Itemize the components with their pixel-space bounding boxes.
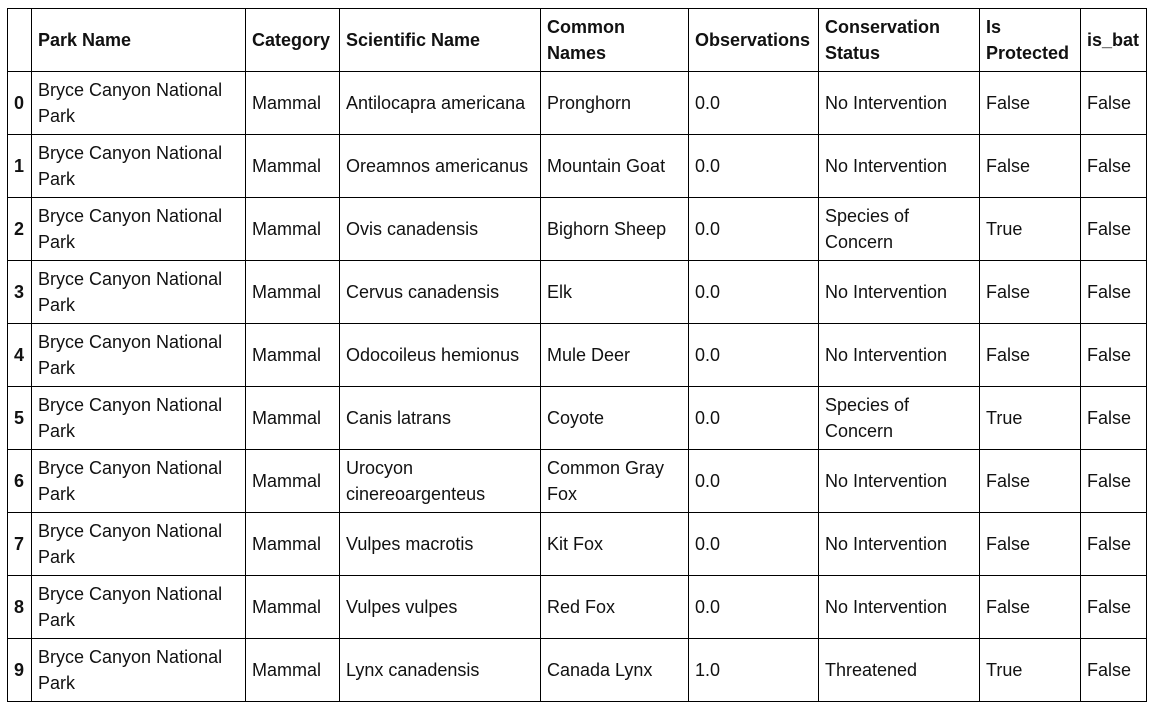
cell-park-name: Bryce Canyon National Park <box>32 513 246 576</box>
row-index: 3 <box>8 261 32 324</box>
cell-is-protected: False <box>980 324 1081 387</box>
cell-common-names: Canada Lynx <box>541 639 689 702</box>
cell-category: Mammal <box>246 324 340 387</box>
table-row <box>8 198 1147 261</box>
cell-is-bat: False <box>1081 387 1147 450</box>
row-index: 6 <box>8 450 32 513</box>
cell-scientific-name: Odocoileus hemionus <box>340 324 541 387</box>
column-header-scientific-name: Scientific Name <box>340 9 541 72</box>
cell-category: Mammal <box>246 72 340 135</box>
cell-common-names: Bighorn Sheep <box>541 198 689 261</box>
cell-is-protected: False <box>980 72 1081 135</box>
header-row <box>8 9 1147 72</box>
cell-is-bat: False <box>1081 261 1147 324</box>
cell-is-protected: False <box>980 450 1081 513</box>
cell-observations: 0.0 <box>689 576 819 639</box>
table-row <box>8 72 1147 135</box>
cell-park-name: Bryce Canyon National Park <box>32 639 246 702</box>
cell-scientific-name: Vulpes macrotis <box>340 513 541 576</box>
column-header-observations: Observations <box>689 9 819 72</box>
cell-conservation-status: No Intervention <box>819 72 980 135</box>
table-row <box>8 387 1147 450</box>
cell-conservation-status: Species of Concern <box>819 198 980 261</box>
cell-is-protected: False <box>980 261 1081 324</box>
cell-category: Mammal <box>246 450 340 513</box>
cell-park-name: Bryce Canyon National Park <box>32 135 246 198</box>
cell-is-bat: False <box>1081 324 1147 387</box>
cell-category: Mammal <box>246 576 340 639</box>
table-body <box>8 72 1147 702</box>
cell-common-names: Common Gray Fox <box>541 450 689 513</box>
cell-scientific-name: Urocyon cinereoargenteus <box>340 450 541 513</box>
cell-conservation-status: No Intervention <box>819 261 980 324</box>
cell-park-name: Bryce Canyon National Park <box>32 324 246 387</box>
cell-conservation-status: No Intervention <box>819 513 980 576</box>
cell-park-name: Bryce Canyon National Park <box>32 198 246 261</box>
row-index: 1 <box>8 135 32 198</box>
table-row <box>8 576 1147 639</box>
cell-common-names: Coyote <box>541 387 689 450</box>
column-header-conservation-status: Conservation Status <box>819 9 980 72</box>
cell-observations: 0.0 <box>689 261 819 324</box>
cell-is-protected: False <box>980 576 1081 639</box>
cell-observations: 0.0 <box>689 450 819 513</box>
cell-is-bat: False <box>1081 450 1147 513</box>
column-header-category: Category <box>246 9 340 72</box>
cell-is-bat: False <box>1081 72 1147 135</box>
cell-is-protected: True <box>980 639 1081 702</box>
cell-is-protected: False <box>980 135 1081 198</box>
cell-observations: 0.0 <box>689 72 819 135</box>
cell-observations: 0.0 <box>689 324 819 387</box>
table-row <box>8 639 1147 702</box>
cell-category: Mammal <box>246 261 340 324</box>
table-row <box>8 324 1147 387</box>
cell-category: Mammal <box>246 198 340 261</box>
cell-category: Mammal <box>246 387 340 450</box>
cell-park-name: Bryce Canyon National Park <box>32 576 246 639</box>
cell-common-names: Pronghorn <box>541 72 689 135</box>
cell-park-name: Bryce Canyon National Park <box>32 450 246 513</box>
cell-category: Mammal <box>246 135 340 198</box>
cell-is-bat: False <box>1081 198 1147 261</box>
cell-observations: 0.0 <box>689 513 819 576</box>
cell-scientific-name: Cervus canadensis <box>340 261 541 324</box>
cell-category: Mammal <box>246 513 340 576</box>
cell-is-bat: False <box>1081 639 1147 702</box>
column-header-is-bat: is_bat <box>1081 9 1147 72</box>
cell-scientific-name: Vulpes vulpes <box>340 576 541 639</box>
row-index: 4 <box>8 324 32 387</box>
cell-category: Mammal <box>246 639 340 702</box>
column-header-common-names: Common Names <box>541 9 689 72</box>
cell-observations: 1.0 <box>689 639 819 702</box>
cell-scientific-name: Lynx canadensis <box>340 639 541 702</box>
table-row <box>8 450 1147 513</box>
cell-observations: 0.0 <box>689 198 819 261</box>
cell-common-names: Kit Fox <box>541 513 689 576</box>
cell-conservation-status: No Intervention <box>819 450 980 513</box>
cell-conservation-status: Threatened <box>819 639 980 702</box>
column-header-index <box>8 9 32 72</box>
cell-conservation-status: No Intervention <box>819 324 980 387</box>
cell-common-names: Red Fox <box>541 576 689 639</box>
cell-scientific-name: Canis latrans <box>340 387 541 450</box>
cell-common-names: Mule Deer <box>541 324 689 387</box>
row-index: 0 <box>8 72 32 135</box>
cell-conservation-status: No Intervention <box>819 135 980 198</box>
cell-is-protected: False <box>980 513 1081 576</box>
cell-scientific-name: Ovis canadensis <box>340 198 541 261</box>
row-index: 9 <box>8 639 32 702</box>
cell-conservation-status: No Intervention <box>819 576 980 639</box>
cell-scientific-name: Oreamnos americanus <box>340 135 541 198</box>
cell-conservation-status: Species of Concern <box>819 387 980 450</box>
column-header-is-protected: Is Protected <box>980 9 1081 72</box>
cell-park-name: Bryce Canyon National Park <box>32 72 246 135</box>
cell-is-bat: False <box>1081 576 1147 639</box>
column-header-park-name: Park Name <box>32 9 246 72</box>
row-index: 7 <box>8 513 32 576</box>
table-row <box>8 513 1147 576</box>
cell-is-protected: True <box>980 198 1081 261</box>
table-row <box>8 135 1147 198</box>
cell-common-names: Elk <box>541 261 689 324</box>
row-index: 2 <box>8 198 32 261</box>
cell-observations: 0.0 <box>689 135 819 198</box>
row-index: 5 <box>8 387 32 450</box>
cell-is-bat: False <box>1081 513 1147 576</box>
cell-is-bat: False <box>1081 135 1147 198</box>
cell-park-name: Bryce Canyon National Park <box>32 387 246 450</box>
cell-park-name: Bryce Canyon National Park <box>32 261 246 324</box>
row-index: 8 <box>8 576 32 639</box>
cell-scientific-name: Antilocapra americana <box>340 72 541 135</box>
cell-common-names: Mountain Goat <box>541 135 689 198</box>
cell-observations: 0.0 <box>689 387 819 450</box>
cell-is-protected: True <box>980 387 1081 450</box>
table-row <box>8 261 1147 324</box>
dataframe-container <box>7 8 1147 702</box>
dataframe-table <box>7 8 1147 702</box>
